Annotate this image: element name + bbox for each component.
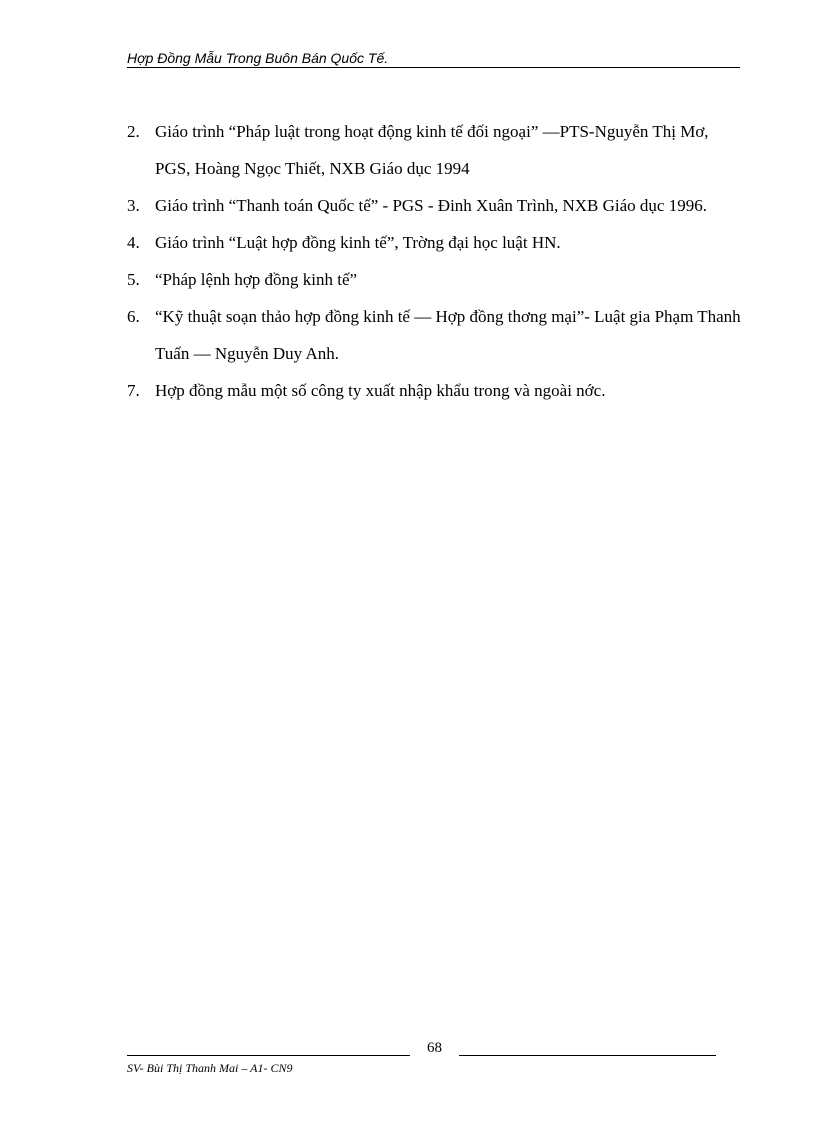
list-item-text: “Pháp lệnh hợp đồng kinh tế” bbox=[155, 270, 358, 289]
list-item bbox=[127, 113, 747, 187]
list-item-text: Giáo trình “Luật hợp đồng kinh tế”, Trờng đại học luật HN. bbox=[155, 233, 561, 252]
list-item-number: 5. bbox=[127, 270, 140, 289]
list-item-text: Giáo trình “Thanh toán Quốc tế” - PGS - Đinh Xuân Trình, NXB Giáo dục 1996. bbox=[155, 196, 707, 215]
list-item bbox=[127, 261, 747, 298]
list-item-text: Giáo trình “Pháp luật trong hoạt động kinh tế đối ngoại” —PTS-Nguyễn Thị Mơ, PGS, Hoàng Ngọc Thiết, NXB Giáo dục 1994 bbox=[155, 122, 709, 178]
header-title: Hợp Đồng Mẫu Trong Buôn Bán Quốc Tế. bbox=[127, 50, 389, 66]
list-item-number: 2. bbox=[127, 122, 140, 141]
list-item-text: “Kỹ thuật soạn thảo hợp đồng kinh tế — Hợp đồng thơng mại”- Luật gia Phạm Thanh Tuấn — Nguyễn Duy Anh. bbox=[155, 307, 741, 363]
list-item bbox=[127, 224, 747, 261]
list-item bbox=[127, 187, 747, 224]
list-item-number: 7. bbox=[127, 381, 140, 400]
page-header bbox=[127, 50, 740, 68]
reference-list bbox=[127, 113, 747, 409]
list-item bbox=[127, 298, 747, 372]
list-item-text: Hợp đồng mẫu một số công ty xuất nhập khẩu trong và ngoài nớc. bbox=[155, 381, 606, 400]
list-item-number: 6. bbox=[127, 307, 140, 326]
page-number: 68 bbox=[410, 1041, 459, 1056]
list-item-number: 3. bbox=[127, 196, 140, 215]
footer-author: SV- Bùi Thị Thanh Mai – A1- CN9 bbox=[127, 1061, 293, 1075]
list-item bbox=[127, 372, 747, 409]
list-item-number: 4. bbox=[127, 233, 140, 252]
